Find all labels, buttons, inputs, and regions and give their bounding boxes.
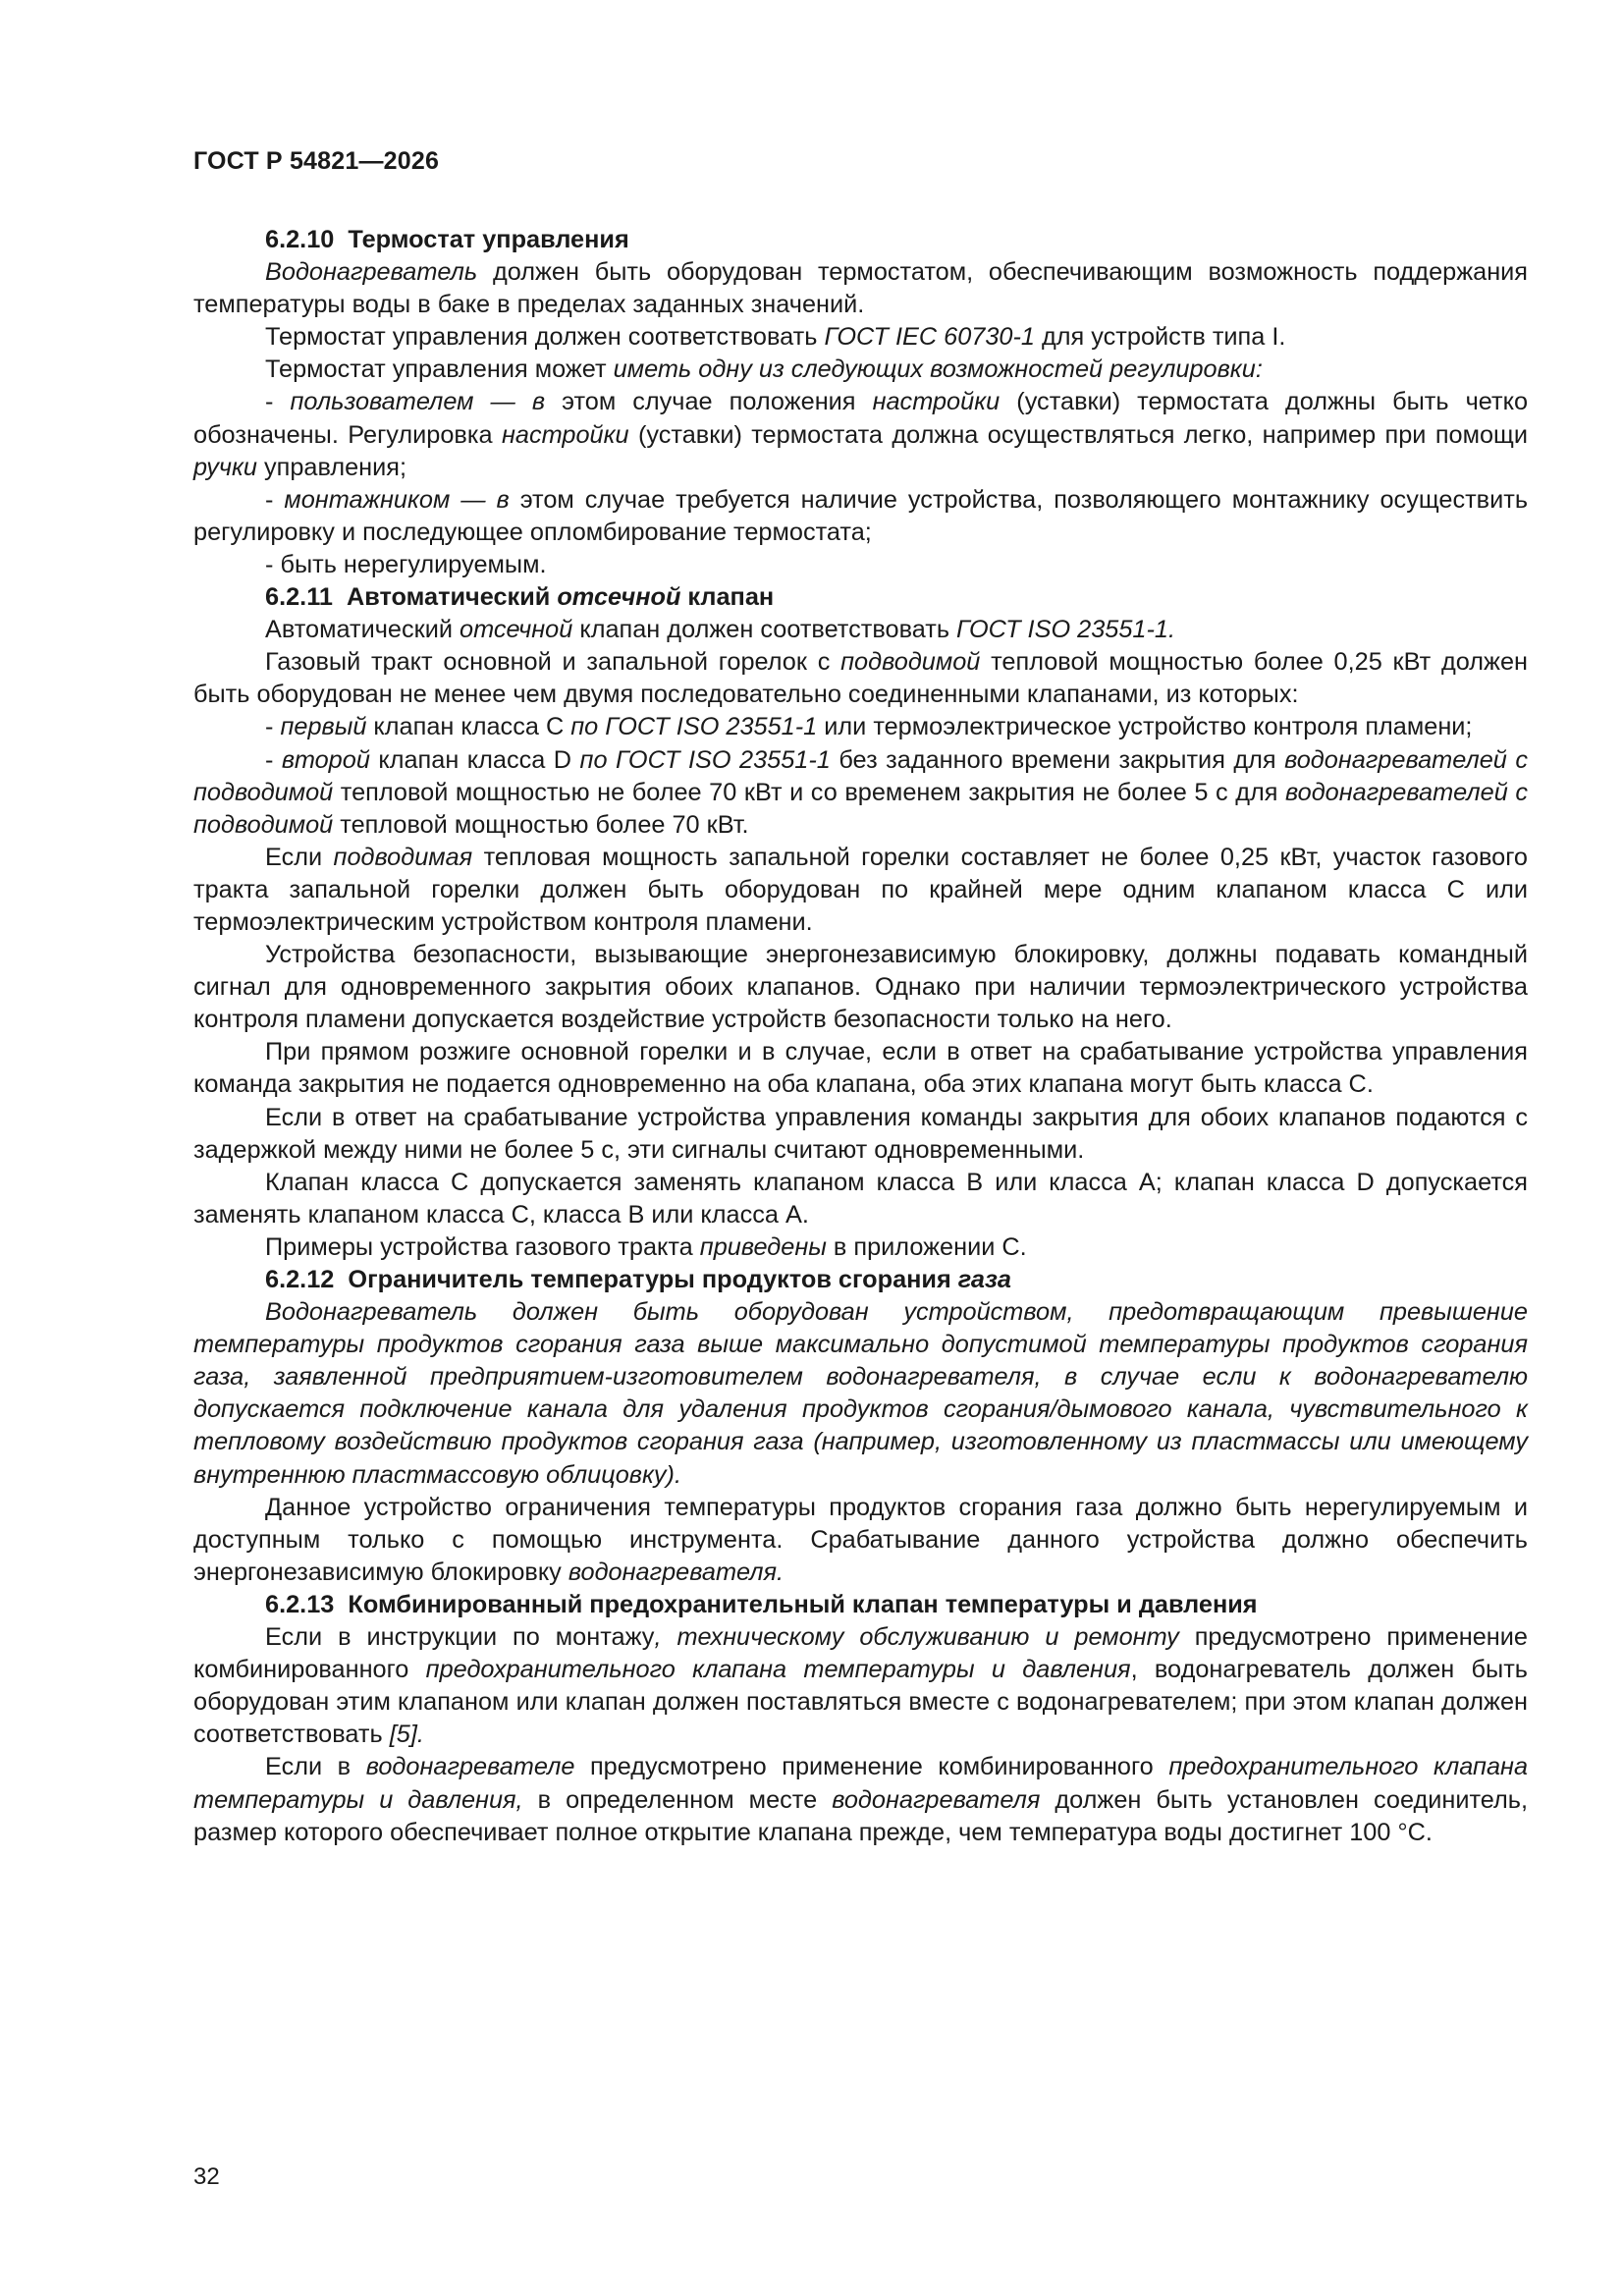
text-run: клапан класса D bbox=[369, 745, 580, 774]
text-run: (уставки) термостата должны быть четко обозначены. Регулировка bbox=[193, 388, 1529, 449]
text-run-italic: Водонагреватель должен быть оборудован устройством, предотвращающим превышение температуры продуктов сгорания газа выше максимально допустимой температуры продуктов сгорания газа, заявленной предприятием-изготовителем водонагревателя, в случае если к водонагревателю допускается подключение канала для удаления продуктов сгорания/дымового канала, чувствительного к тепловому воздействию продуктов сгорания газа (например, изготовленному из пластмассы или имеющему внутреннюю пластмассовую облицовку). bbox=[193, 1298, 1528, 1489]
text-run: Если в ответ на срабатывание устройства управления команды закрытия для обоих клапанов подаются с задержкой между ними не более 5 с, эти сигналы считают одновременными. bbox=[193, 1103, 1528, 1164]
body-paragraph bbox=[193, 354, 1528, 386]
text-run-italic: водонагревателе bbox=[365, 1753, 575, 1781]
body-paragraph bbox=[193, 744, 1528, 842]
text-run-italic: ГОСТ ISO 23551-1. bbox=[956, 616, 1176, 644]
section-heading bbox=[193, 224, 1528, 256]
text-run: Термостат управления может bbox=[265, 355, 614, 384]
text-run: для устройств типа I. bbox=[1035, 323, 1286, 352]
text-run: (уставки) термостата должна осуществляться легко, например при помощи bbox=[628, 420, 1528, 449]
text-run: в приложении С. bbox=[826, 1232, 1027, 1261]
text-run: предусмотрено применение комбинированного bbox=[193, 1623, 1528, 1684]
text-run: Термостат управления должен соответствовать bbox=[265, 323, 825, 352]
text-run: управления; bbox=[256, 453, 407, 481]
body-paragraph bbox=[193, 1167, 1528, 1231]
text-run-italic: Водонагреватель bbox=[265, 258, 478, 287]
section-number: 6.2.10 bbox=[265, 226, 335, 253]
body-paragraph bbox=[193, 549, 1528, 581]
text-run-italic: , техническому обслуживанию и ремонту bbox=[654, 1623, 1179, 1652]
body-paragraph bbox=[193, 256, 1528, 321]
body-paragraph bbox=[193, 1621, 1528, 1751]
text-run-italic: приведены bbox=[699, 1232, 827, 1261]
section-title-tail: клапан bbox=[680, 583, 775, 612]
section-heading bbox=[193, 1589, 1528, 1621]
document-body bbox=[193, 224, 1528, 1849]
text-run-italic: по ГОСТ ISO 23551-1 bbox=[579, 745, 831, 774]
text-run-italic: настройки bbox=[501, 420, 629, 449]
text-run: должен быть оборудован термостатом, обеспечивающим возможность поддержания температуры воды в баке в пределах заданных значений. bbox=[193, 258, 1528, 319]
text-run-italic: монтажником — в bbox=[284, 485, 510, 514]
text-run: Автоматический bbox=[265, 616, 460, 644]
text-run: Если в bbox=[265, 1753, 366, 1781]
section-number: 6.2.11 bbox=[265, 583, 333, 612]
body-paragraph bbox=[193, 939, 1528, 1036]
text-run: тепловая мощность запальной горелки составляет не более 0,25 кВт, участок газового тракта запальной горелки должен быть оборудован по крайней мере одним клапаном класса С или термоэлектрическим устройством контроля пламени. bbox=[193, 843, 1528, 936]
page-number: 32 bbox=[193, 2163, 220, 2190]
body-paragraph bbox=[193, 1296, 1528, 1492]
body-paragraph bbox=[193, 842, 1528, 939]
text-run: Данное устройство ограничения температуры продуктов сгорания газа должно быть нерегулируемым и доступным только с помощью инструмента. Срабатывание данного устройства должно обеспечить энергонезависимую блокировку bbox=[193, 1493, 1528, 1586]
text-run-italic: подводимая bbox=[333, 843, 473, 871]
text-run: предусмотрено применение комбинированного bbox=[574, 1753, 1169, 1781]
body-paragraph bbox=[193, 614, 1528, 646]
text-run: Клапан класса С допускается заменять клапаном класса В или класса А; клапан класса D допускается заменять клапаном класса С, класса В или класса А. bbox=[193, 1168, 1528, 1229]
text-run: в определенном месте bbox=[522, 1785, 833, 1814]
body-paragraph bbox=[193, 1102, 1528, 1167]
section-title-italic: газа bbox=[957, 1266, 1011, 1293]
text-run: клапан класса С bbox=[366, 713, 571, 741]
text-run-italic: водонагревателей с подводимой bbox=[193, 745, 1528, 806]
section-title: Ограничитель температуры продуктов сгорания bbox=[348, 1266, 958, 1293]
body-paragraph bbox=[193, 1231, 1528, 1264]
text-run-italic: иметь одну из следующих возможностей регулировки: bbox=[613, 355, 1263, 384]
text-run-italic: пользователем — в bbox=[290, 388, 546, 416]
section-title: Термостат управления bbox=[348, 226, 629, 253]
text-run-italic: первый bbox=[280, 713, 367, 741]
body-paragraph bbox=[193, 484, 1528, 549]
section-title-italic: отсечной bbox=[557, 583, 681, 612]
text-run: Примеры устройства газового тракта bbox=[265, 1232, 700, 1261]
text-run: - быть нерегулируемым. bbox=[265, 550, 547, 578]
text-run: - bbox=[265, 713, 281, 741]
body-paragraph bbox=[193, 1036, 1528, 1101]
text-run: тепловой мощностью более 70 кВт. bbox=[333, 810, 749, 839]
section-number: 6.2.13 bbox=[265, 1590, 335, 1618]
body-paragraph bbox=[193, 1751, 1528, 1848]
text-run: Газовый тракт основной и запальной горелок с bbox=[265, 648, 841, 677]
text-run-italic: предохранительного клапана температуры и давления, bbox=[193, 1753, 1529, 1814]
text-run-italic: второй bbox=[281, 745, 370, 774]
text-run-italic: водонагревателя. bbox=[568, 1558, 784, 1586]
text-run-italic: водонагревателя bbox=[832, 1785, 1041, 1814]
text-run-italic: по ГОСТ ISO 23551-1 bbox=[570, 713, 818, 741]
text-run-italic: настройки bbox=[872, 388, 1001, 416]
section-heading bbox=[193, 581, 1528, 614]
text-run: - bbox=[265, 388, 291, 416]
text-run: , водонагреватель должен быть оборудован этим клапаном или клапан должен поставляться вместе с водонагревателем; при этом клапан должен соответствовать bbox=[193, 1656, 1528, 1749]
text-run: этом случае требуется наличие устройства, позволяющего монтажнику осуществить регулировку и последующее опломбирование термостата; bbox=[193, 485, 1529, 546]
body-paragraph bbox=[193, 386, 1528, 483]
section-title: Комбинированный предохранительный клапан температуры и давления bbox=[348, 1590, 1258, 1618]
body-paragraph bbox=[193, 646, 1528, 711]
text-run-italic: отсечной bbox=[460, 616, 573, 644]
section-title: Автоматический bbox=[347, 583, 558, 612]
text-run: или термоэлектрическое устройство контроля пламени; bbox=[817, 713, 1473, 741]
text-run: клапан должен соответствовать bbox=[572, 616, 957, 644]
text-run: Устройства безопасности, вызывающие энергонезависимую блокировку, должны подавать командный сигнал для одновременного закрытия обоих клапанов. Однако при наличии термоэлектрического устройства контроля пламени допускается воздействие устройств безопасности только на него. bbox=[193, 941, 1528, 1034]
text-run-italic: водонагревателей с подводимой bbox=[193, 778, 1528, 839]
document-code-header: ГОСТ Р 54821—2026 bbox=[193, 147, 440, 175]
body-paragraph bbox=[193, 711, 1528, 743]
section-heading bbox=[193, 1264, 1528, 1296]
text-run-italic: предохранительного клапана температуры и давления bbox=[425, 1656, 1131, 1684]
text-run: Если в инструкции по монтажу bbox=[265, 1623, 655, 1652]
text-run: При прямом розжиге основной горелки и в случае, если в ответ на срабатывание устройства управления команда закрытия не подается одновременно на оба клапана, оба этих клапана могут быть класса С. bbox=[193, 1038, 1528, 1099]
body-paragraph bbox=[193, 1492, 1528, 1589]
text-run: тепловой мощностью более 0,25 кВт должен быть оборудован не менее чем двумя последовательно соединенными клапанами, из которых: bbox=[193, 648, 1528, 709]
text-run: тепловой мощностью не более 70 кВт и со временем закрытия не более 5 с для bbox=[333, 778, 1285, 806]
body-paragraph bbox=[193, 321, 1528, 354]
text-run-italic: ГОСТ IEC 60730-1 bbox=[824, 323, 1035, 352]
text-run-italic: ручки bbox=[193, 453, 257, 481]
text-run: - bbox=[265, 745, 282, 774]
text-run-italic: подводимой bbox=[840, 648, 981, 677]
section-number: 6.2.12 bbox=[265, 1266, 335, 1293]
text-run-italic: [5]. bbox=[389, 1721, 424, 1749]
text-run: Если bbox=[265, 843, 334, 871]
text-run: должен быть установлен соединитель, размер которого обеспечивает полное открытие клапана прежде, чем температура воды достигнет 100 °С. bbox=[193, 1785, 1529, 1846]
text-run: без заданного времени закрытия для bbox=[830, 745, 1285, 774]
text-run: - bbox=[265, 485, 285, 514]
text-run: этом случае положения bbox=[545, 388, 873, 416]
